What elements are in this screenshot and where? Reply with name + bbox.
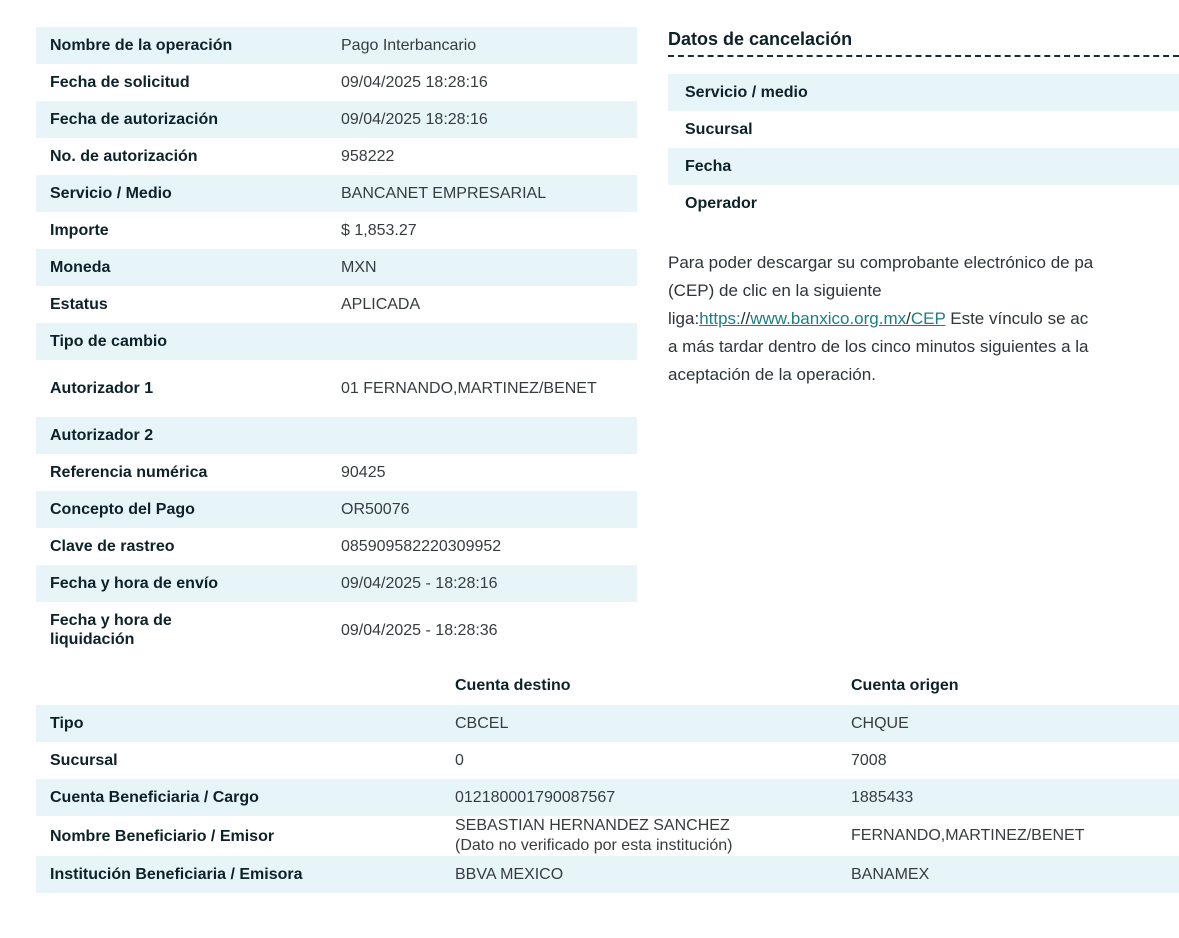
accounts-origen-value: FERNANDO,MARTINEZ/BENET (851, 827, 1085, 844)
cancellation-row (668, 111, 1179, 148)
detail-value: 09/04/2025 18:28:16 (341, 74, 488, 91)
cep-link[interactable] (699, 309, 945, 328)
detail-row (36, 491, 637, 528)
accounts-destino-value: 012180001790087567 (455, 788, 616, 806)
accounts-origen-value: 7008 (851, 751, 887, 769)
cancellation-panel (668, 28, 1179, 389)
detail-value: 09/04/2025 - 18:28:36 (341, 621, 498, 639)
detail-label: Estatus (50, 296, 108, 313)
detail-label: Fecha y hora de liquidación (50, 612, 172, 648)
detail-row (36, 138, 637, 175)
detail-row (36, 101, 637, 138)
cancellation-label: Fecha (685, 158, 732, 175)
cep-note-line: a más tardar dentro de los cinco minutos siguientes a la (668, 337, 1089, 356)
detail-label: Servicio / Medio (50, 185, 172, 202)
detail-label: Fecha y hora de envío (50, 575, 219, 592)
detail-label: Moneda (50, 259, 111, 276)
detail-label: Autorizador 1 (50, 380, 154, 397)
cancellation-label: Operador (685, 195, 758, 212)
cancellation-table (668, 74, 1179, 222)
cancellation-row (668, 148, 1179, 185)
detail-value: MXN (341, 259, 377, 276)
cep-link-scheme: https: (699, 309, 741, 328)
detail-value: $ 1,853.27 (341, 222, 417, 239)
detail-row (36, 323, 637, 360)
accounts-destino-value: CBCEL (455, 714, 509, 732)
detail-label: Concepto del Pago (50, 501, 195, 518)
accounts-header-origen: Cuenta origen (851, 677, 959, 694)
detail-value: 085909582220309952 (341, 538, 502, 555)
detail-value: 09/04/2025 - 18:28:16 (341, 575, 498, 592)
detail-label: Clave de rastreo (50, 538, 175, 555)
accounts-row-label: Institución Beneficiaria / Emisora (50, 866, 303, 883)
operation-details-table (36, 27, 637, 658)
detail-value: BANCANET EMPRESARIAL (341, 185, 547, 202)
detail-label: No. de autorización (50, 148, 198, 165)
cep-note-line: aceptación de la operación. (668, 365, 876, 384)
detail-label: Nombre de la operación (50, 37, 233, 54)
detail-row (36, 249, 637, 286)
detail-row (36, 360, 637, 417)
detail-row (36, 175, 637, 212)
accounts-header-row (36, 667, 1179, 705)
cep-link-slashes: // (740, 309, 751, 328)
detail-value: 01 FERNANDO,MARTINEZ/BENET (341, 380, 597, 397)
detail-row (36, 64, 637, 101)
detail-row (36, 528, 637, 565)
cancellation-label: Servicio / medio (685, 84, 808, 101)
cep-note-line (668, 305, 1179, 333)
detail-value: APLICADA (341, 296, 421, 313)
accounts-table (36, 667, 1179, 893)
cancellation-row (668, 185, 1179, 222)
cep-link-path: CEP (910, 309, 946, 328)
cep-note (668, 249, 1179, 389)
detail-row (36, 27, 637, 64)
detail-label: Importe (50, 222, 109, 239)
cep-note-line: Para poder descargar su comprobante electrónico de pa (668, 253, 1094, 272)
detail-value: 90425 (341, 464, 386, 481)
detail-label: Fecha de solicitud (50, 74, 190, 91)
accounts-destino-value: SEBASTIAN HERNANDEZ SANCHEZ (Dato no verificado por esta institución) (455, 817, 733, 854)
accounts-rows (36, 705, 1179, 893)
accounts-origen-value: BANAMEX (851, 865, 930, 883)
cep-link-host: www.banxico.org.mx (750, 309, 907, 328)
detail-label: Autorizador 2 (50, 427, 154, 444)
cep-link-slash: / (906, 309, 911, 328)
detail-value: 09/04/2025 18:28:16 (341, 111, 488, 128)
accounts-row-label: Sucursal (50, 752, 118, 769)
detail-row (36, 417, 637, 454)
cep-note-link-suffix: Este vínculo se ac (945, 309, 1089, 328)
detail-row (36, 212, 637, 249)
detail-label: Referencia numérica (50, 464, 208, 481)
detail-row (36, 286, 637, 323)
accounts-row (36, 856, 1179, 893)
accounts-origen-value: CHQUE (851, 714, 909, 732)
detail-label: Tipo de cambio (50, 333, 168, 350)
cancellation-row (668, 74, 1179, 111)
detail-value: Pago Interbancario (341, 37, 477, 54)
detail-row (36, 602, 637, 658)
accounts-origen-value: 1885433 (851, 788, 914, 806)
accounts-row (36, 816, 1179, 856)
cancellation-label: Sucursal (685, 121, 753, 138)
detail-value: OR50076 (341, 501, 410, 518)
accounts-row (36, 705, 1179, 742)
detail-value: 958222 (341, 148, 395, 165)
accounts-header-destino: Cuenta destino (455, 677, 571, 694)
accounts-row-label: Nombre Beneficiario / Emisor (50, 827, 275, 845)
detail-row (36, 565, 637, 602)
detail-label: Fecha de autorización (50, 111, 219, 128)
accounts-row-label: Cuenta Beneficiaria / Cargo (50, 789, 259, 806)
cep-note-link-prefix: liga: (668, 309, 700, 328)
cep-note-line: (CEP) de clic en la siguiente (668, 281, 882, 300)
detail-row (36, 454, 637, 491)
accounts-destino-value: BBVA MEXICO (455, 865, 564, 883)
cancellation-title: Datos de cancelación (668, 28, 1179, 57)
accounts-row (36, 779, 1179, 816)
accounts-destino-value: 0 (455, 751, 464, 769)
accounts-row (36, 742, 1179, 779)
accounts-row-label: Tipo (50, 715, 84, 732)
